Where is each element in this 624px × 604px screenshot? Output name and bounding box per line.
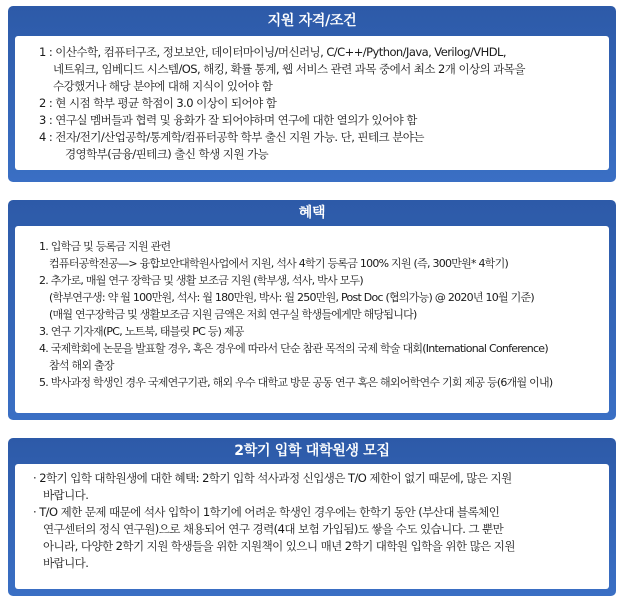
eligibility-body <box>15 36 609 170</box>
benefits-section <box>8 200 616 420</box>
eligibility-line: 3 : 연구실 멤버들과 협력 및 융화가 잘 되어야하며 연구에 대한 열의가 있어야 함 <box>39 113 417 127</box>
second-semester-title: 2학기 입학 대학원생 모집 <box>234 443 390 459</box>
eligibility-line: 1 : 이산수학, 컴퓨터구조, 정보보안, 데이터마이닝/머신러닝, C/C++/Python/Java, Verilog/VHDL, <box>39 45 506 59</box>
benefits-line: 1. 입학금 및 등록금 지원 관련 <box>39 240 171 253</box>
eligibility-title: 지원 자격/조건 <box>267 13 357 29</box>
second-semester-line: · 2학기 입학 대학원생에 대한 혜택: 2학기 입학 석사과정 신입생은 T/O 제한이 없기 때문에, 많은 지원 <box>33 471 512 485</box>
second-semester-line: 아니라, 다양한 2학기 지원 학생들을 위한 지원책이 있으니 매년 2학기 대학원 입학을 위한 많은 지원 <box>43 539 515 553</box>
benefits-line: 5. 박사과정 학생인 경우 국제연구기관, 해외 우수 대학교 방문 공동 연구 혹은 해외어학연수 기회 제공 등(6개월 이내) <box>39 376 553 389</box>
second-semester-line: 바랍니다. <box>43 488 89 502</box>
eligibility-line: 경영학부(금융/핀테크) 출신 학생 지원 가능 <box>65 147 269 161</box>
second-semester-line: · T/O 제한 문제 때문에 석사 입학이 1학기에 어려운 학생인 경우에는 한학기 동안 (부산대 블록체인 <box>33 505 500 519</box>
benefits-line: (매월 연구장학금 및 생활보조금 지원 금액은 저희 연구실 학생들에게만 해당됩니다) <box>49 308 417 321</box>
benefits-line: 4. 국제학회에 논문을 발표할 경우, 혹은 경우에 따라서 단순 참관 목적의 국제 학술 대회(International Conference) <box>39 342 548 355</box>
benefits-line: 참석 해외 출장 <box>49 359 114 372</box>
eligibility-section <box>8 6 616 182</box>
benefits-line: 3. 연구 기자재(PC, 노트북, 태블릿 PC 등) 제공 <box>39 325 244 338</box>
eligibility-line: 2 : 현 시점 학부 평균 학점이 3.0 이상이 되어야 함 <box>39 96 277 110</box>
second-semester-line: 연구센터의 정식 연구원)으로 채용되어 연구 경력(4대 보험 가입됨)도 쌓을 수도 있습니다. 그 뿐만 <box>43 522 504 536</box>
benefits-line: (학부연구생: 약 월 100만원, 석사: 월 180만원, 박사: 월 250만원, Post Doc (협의가능) @ 2020년 10월 기준) <box>49 291 534 304</box>
second-semester-line: 바랍니다. <box>43 556 89 570</box>
eligibility-line: 네트워크, 임베디드 시스템/OS, 해킹, 확률 통계, 웹 서비스 관련 과목 중에서 최소 2개 이상의 과목을 <box>53 62 525 76</box>
second-semester-section <box>8 438 616 596</box>
benefits-title: 혜택 <box>298 205 326 221</box>
benefits-line: 2. 추가로, 매월 연구 장학금 및 생활 보조금 지원 (학부생, 석사, 박사 모두) <box>39 274 363 287</box>
benefits-body <box>15 226 609 413</box>
benefits-line: 컴퓨터공학전공—> 융합보안대학원사업에서 지원, 석사 4학기 등록금 100% 지원 (즉, 300만원* 4학기) <box>49 257 508 270</box>
second-semester-body <box>15 464 609 589</box>
eligibility-line: 수강했거나 해당 분야에 대해 지식이 있어야 함 <box>53 79 273 93</box>
eligibility-line: 4 : 전자/전기/산업공학/통계학/컴퓨터공학 학부 출신 지원 가능. 단, 핀테크 분야는 <box>39 130 424 144</box>
